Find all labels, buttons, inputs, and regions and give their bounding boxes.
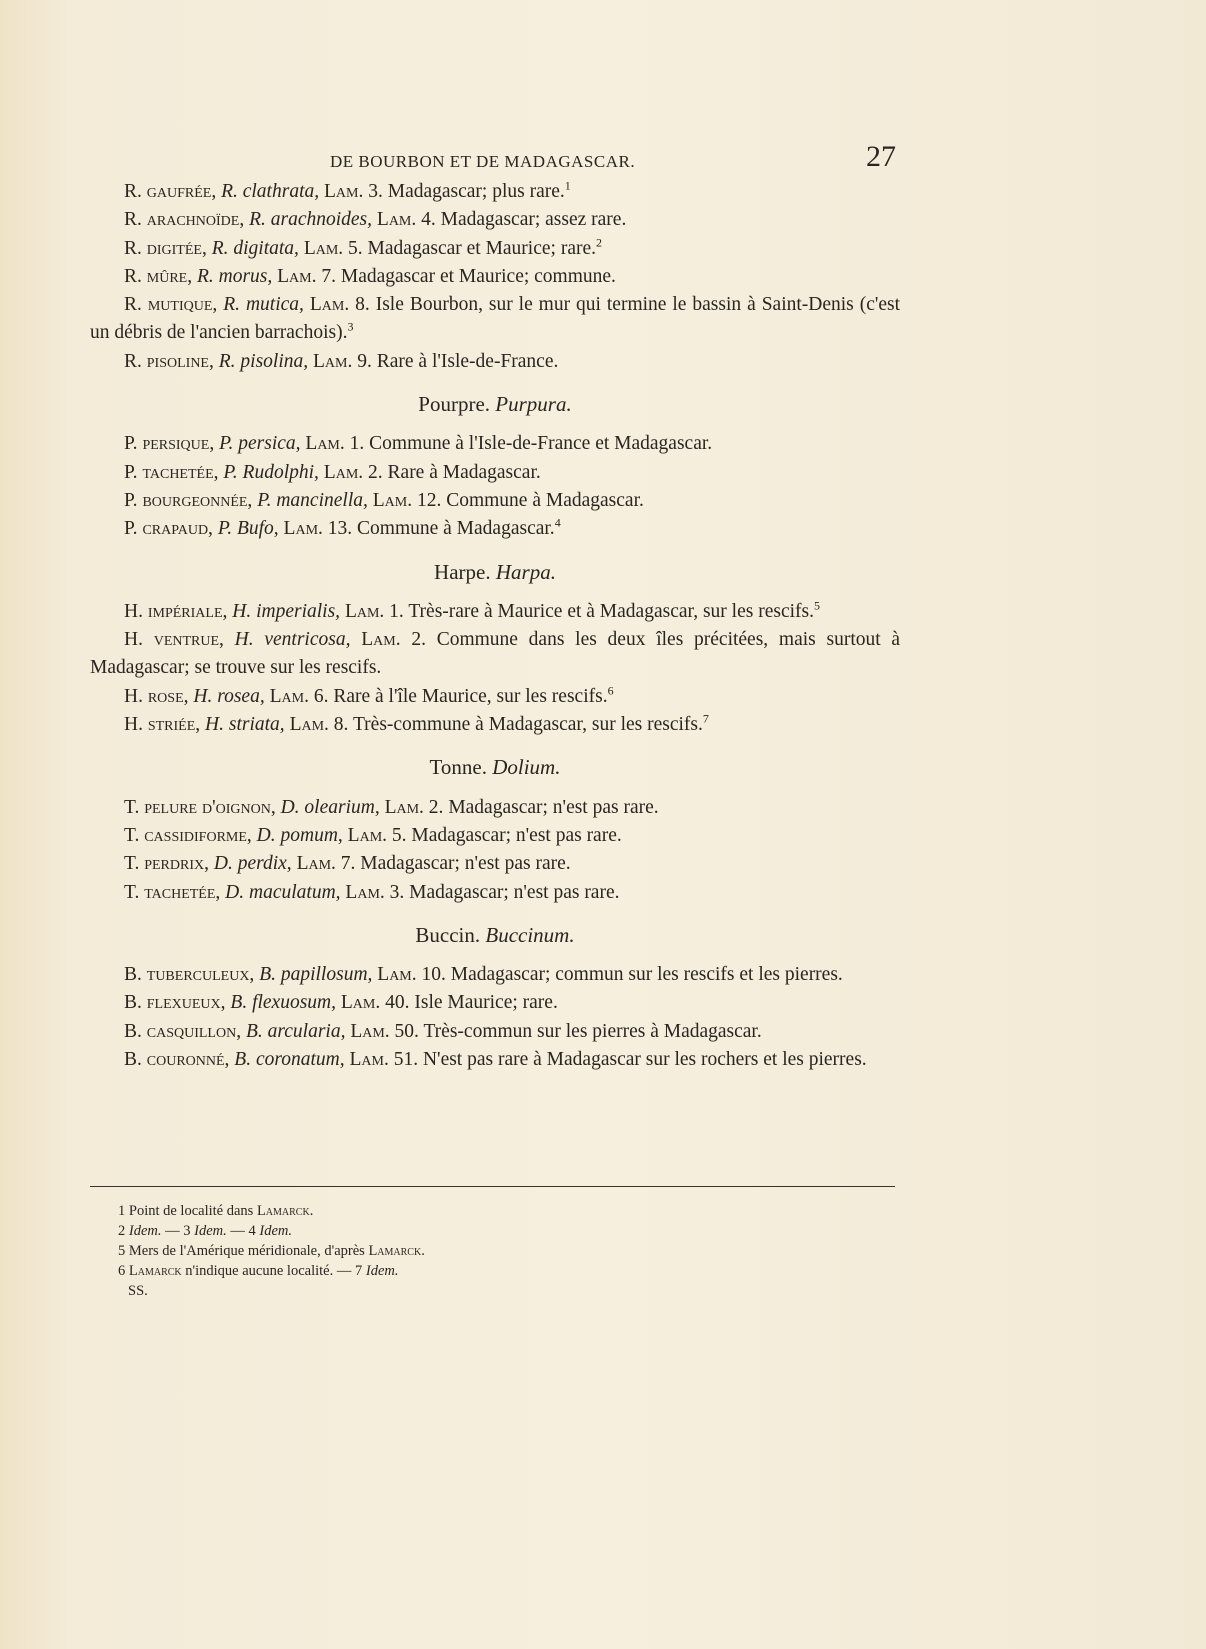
lamarck-ref: Lam. 1. [344, 600, 404, 622]
common-name: cassidiforme, [144, 824, 252, 846]
footnotes [118, 1201, 818, 1301]
genus-abbrev: R. [124, 265, 142, 287]
locality-text: Commune à l'Isle-de-France et Madagascar. [364, 433, 713, 455]
genus-abbrev: R. [124, 350, 142, 372]
genus-abbrev: H. [124, 714, 143, 736]
latin-name: B. papillosum, [259, 964, 373, 986]
species-entry [90, 515, 900, 543]
genus-abbrev: P. [124, 433, 138, 455]
lamarck-ref: Lam. 8. [289, 714, 349, 736]
species-entry [90, 1046, 900, 1074]
lamarck-ref: Lam. 40. [340, 992, 410, 1014]
section-heading [90, 753, 900, 781]
common-name: mûre, [146, 265, 193, 287]
species-entry [90, 794, 900, 822]
species-entry [90, 711, 900, 739]
genus-abbrev: R. [124, 181, 142, 202]
common-name: digitée, [146, 237, 207, 259]
genus-abbrev: P. [124, 461, 138, 483]
common-name: pisoline, [146, 350, 214, 372]
locality-text: Isle Bourbon, sur le mur qui termine le bassin à Saint-Denis (c'est un débris de l'ancien barrachois). [90, 294, 901, 344]
heading-common-name: Buccin. [415, 922, 481, 947]
common-name: mutique, [147, 294, 218, 316]
locality-text: Madagascar; plus rare. [382, 181, 565, 202]
footnote-ref: 3 [347, 319, 354, 334]
latin-name: R. pisolina, [218, 350, 309, 372]
genus-abbrev: H. [124, 629, 143, 651]
lamarck-ref: Lam. 13. [283, 518, 353, 540]
footnote-ref: 5 [813, 598, 820, 613]
species-entry [90, 206, 900, 234]
latin-name: B. flexuosum, [230, 992, 337, 1014]
latin-name: P. Bufo, [217, 518, 279, 540]
heading-common-name: Tonne. [429, 755, 487, 780]
latin-name: B. coronatum, [234, 1049, 345, 1071]
lamarck-ref: Lam. 2. [361, 629, 426, 651]
latin-name: D. olearium, [280, 796, 380, 818]
lamarck-ref: Lam. 1. [305, 433, 365, 455]
locality-text: Très-rare à Maurice et à Madagascar, sur les rescifs. [403, 600, 814, 622]
species-entry [90, 961, 900, 989]
latin-name: B. arcularia, [245, 1020, 346, 1042]
latin-name: R. arachnoides, [249, 209, 373, 231]
footnote-ref: 4 [554, 515, 561, 530]
heading-common-name: Pourpre. [418, 392, 491, 417]
footnote-rule [90, 1186, 895, 1187]
heading-latin-name: Harpa. [495, 559, 556, 584]
locality-text: Rare à l'île Maurice, sur les rescifs. [328, 685, 608, 707]
latin-name: R. mutica, [223, 294, 304, 316]
latin-name: P. Rudolphi, [223, 461, 319, 483]
species-entry [90, 822, 900, 850]
species-entry [90, 683, 900, 711]
footnote-ref: 6 [607, 683, 614, 698]
lamarck-ref: Lam. 4. [376, 209, 436, 231]
lamarck-ref: Lam. 10. [377, 964, 446, 986]
genus-abbrev: R. [124, 294, 142, 316]
heading-latin-name: Purpura. [495, 392, 572, 417]
genus-abbrev: T. [124, 824, 140, 846]
lamarck-ref: Lam. 5. [347, 824, 407, 846]
common-name: persique, [142, 433, 215, 455]
latin-name: H. imperialis, [232, 600, 341, 622]
genus-abbrev: P. [124, 518, 138, 540]
heading-latin-name: Dolium. [492, 755, 561, 780]
heading-common-name: Harpe. [434, 559, 491, 584]
lamarck-ref: Lam. 3. [345, 881, 405, 903]
species-entry [90, 850, 900, 878]
locality-text: Madagascar; commun sur les rescifs et les pierres. [445, 964, 843, 986]
genus-abbrev: R. [124, 237, 142, 259]
locality-text: N'est pas rare à Madagascar sur les rochers et les pierres. [418, 1049, 867, 1071]
latin-name: H. ventricosa, [234, 629, 351, 651]
footnote-6-7: 6 Lamarck n'indique aucune localité. — 7 Idem. [118, 1263, 399, 1279]
lamarck-ref: Lam. 5. [303, 237, 363, 259]
species-entry [90, 178, 900, 206]
common-name: casquillon, [146, 1020, 242, 1042]
common-name: pelure d'oignon, [144, 796, 276, 818]
locality-text: Madagascar; n'est pas rare. [443, 796, 659, 818]
common-name: flexueux, [146, 992, 226, 1014]
lamarck-ref: Lam. 2. [384, 796, 444, 818]
genus-abbrev: R. [124, 209, 142, 231]
latin-name: D. maculatum, [225, 881, 341, 903]
locality-text: Madagascar et Maurice; rare. [362, 237, 596, 259]
locality-text: Madagascar; assez rare. [435, 209, 627, 231]
species-entry [90, 879, 900, 907]
footnote-2-3-4: 2 Idem. — 3 Idem. — 4 Idem. [118, 1223, 292, 1239]
printer-signature: SS. [128, 1283, 148, 1299]
lamarck-ref: Lam. 7. [296, 853, 356, 875]
section-heading [90, 390, 900, 418]
lamarck-ref: Lam. 50. [350, 1020, 419, 1042]
common-name: couronné, [146, 1049, 230, 1071]
common-name: ventrue, [153, 629, 224, 651]
lamarck-ref: Lam. 12. [372, 489, 442, 511]
genus-abbrev: P. [124, 489, 138, 511]
page-number: 27 [866, 140, 896, 173]
locality-text: Commune à Madagascar. [352, 518, 555, 540]
locality-text: Isle Maurice; rare. [409, 992, 558, 1014]
lamarck-ref: Lam. 3. [324, 181, 383, 202]
common-name: tuberculeux, [146, 964, 255, 986]
common-name: bourgeonnée, [142, 489, 253, 511]
running-header [90, 140, 900, 180]
species-entry [90, 487, 900, 515]
genus-abbrev: T. [124, 853, 140, 875]
lamarck-ref: Lam. 7. [277, 265, 336, 287]
genus-abbrev: H. [124, 685, 143, 707]
common-name: arachnoïde, [146, 209, 245, 231]
locality-text: Madagascar et Maurice; commune. [336, 265, 616, 287]
footnote-ref: 2 [596, 235, 602, 250]
species-entry [90, 1018, 900, 1046]
latin-name: D. perdix, [213, 853, 292, 875]
species-entry [90, 598, 900, 626]
common-name: crapaud, [142, 518, 213, 540]
locality-text: Commune dans les deux îles précitées, mais surtout à Madagascar; se trouve sur les rescifs. [90, 629, 901, 679]
genus-abbrev: T. [124, 796, 140, 818]
lamarck-ref: Lam. 8. [309, 294, 370, 316]
latin-name: R. clathrata, [221, 181, 320, 202]
latin-name: P. persica, [219, 433, 301, 455]
genus-abbrev: B. [124, 1049, 142, 1071]
lamarck-ref: Lam. 9. [313, 350, 372, 372]
footnote-ref: 7 [702, 711, 709, 726]
locality-text: Très-commune à Madagascar, sur les rescifs. [348, 714, 703, 736]
species-entry [90, 989, 900, 1017]
species-entry [90, 263, 900, 291]
species-entry [90, 291, 900, 348]
footnote-1: 1 Point de localité dans Lamarck. [118, 1203, 314, 1219]
running-head: DE BOURBON ET DE MADAGASCAR. [330, 152, 636, 171]
common-name: perdrix, [144, 853, 209, 875]
genus-abbrev: T. [124, 881, 140, 903]
lamarck-ref: Lam. 6. [269, 685, 329, 707]
lamarck-ref: Lam. 2. [323, 461, 383, 483]
common-name: rose, [147, 685, 189, 707]
section-heading [90, 921, 900, 949]
common-name: tachetée, [142, 461, 219, 483]
species-entry [90, 430, 900, 458]
common-name: gaufrée, [146, 181, 217, 202]
heading-latin-name: Buccinum. [485, 922, 575, 947]
locality-text: Rare à Madagascar. [382, 461, 541, 483]
footnote-5: 5 Mers de l'Amérique méridionale, d'après Lamarck. [118, 1243, 425, 1259]
latin-name: R. morus, [196, 265, 273, 287]
common-name: striée, [147, 714, 201, 736]
latin-name: R. digitata, [211, 237, 299, 259]
lamarck-ref: Lam. 51. [349, 1049, 419, 1071]
species-entry [90, 459, 900, 487]
common-name: impériale, [147, 600, 228, 622]
locality-text: Très-commun sur les pierres à Madagascar. [418, 1020, 762, 1042]
locality-text: Madagascar; n'est pas rare. [406, 824, 622, 846]
locality-text: Madagascar; n'est pas rare. [404, 881, 620, 903]
locality-text: Madagascar; n'est pas rare. [355, 853, 571, 875]
species-entry [90, 348, 900, 376]
section-heading [90, 558, 900, 586]
latin-name: D. pomum, [256, 824, 343, 846]
genus-abbrev: B. [124, 992, 142, 1014]
locality-text: Commune à Madagascar. [441, 489, 644, 511]
species-entry [90, 235, 900, 263]
latin-name: P. mancinella, [257, 489, 368, 511]
genus-abbrev: B. [124, 964, 142, 986]
locality-text: Rare à l'Isle-de-France. [371, 350, 559, 372]
species-entry [90, 626, 900, 683]
common-name: tachetée, [144, 881, 221, 903]
footnote-ref: 1 [564, 178, 571, 193]
species-list [90, 178, 900, 1074]
latin-name: H. striata, [205, 714, 285, 736]
genus-abbrev: B. [124, 1020, 142, 1042]
genus-abbrev: H. [124, 600, 143, 622]
latin-name: H. rosea, [193, 685, 265, 707]
